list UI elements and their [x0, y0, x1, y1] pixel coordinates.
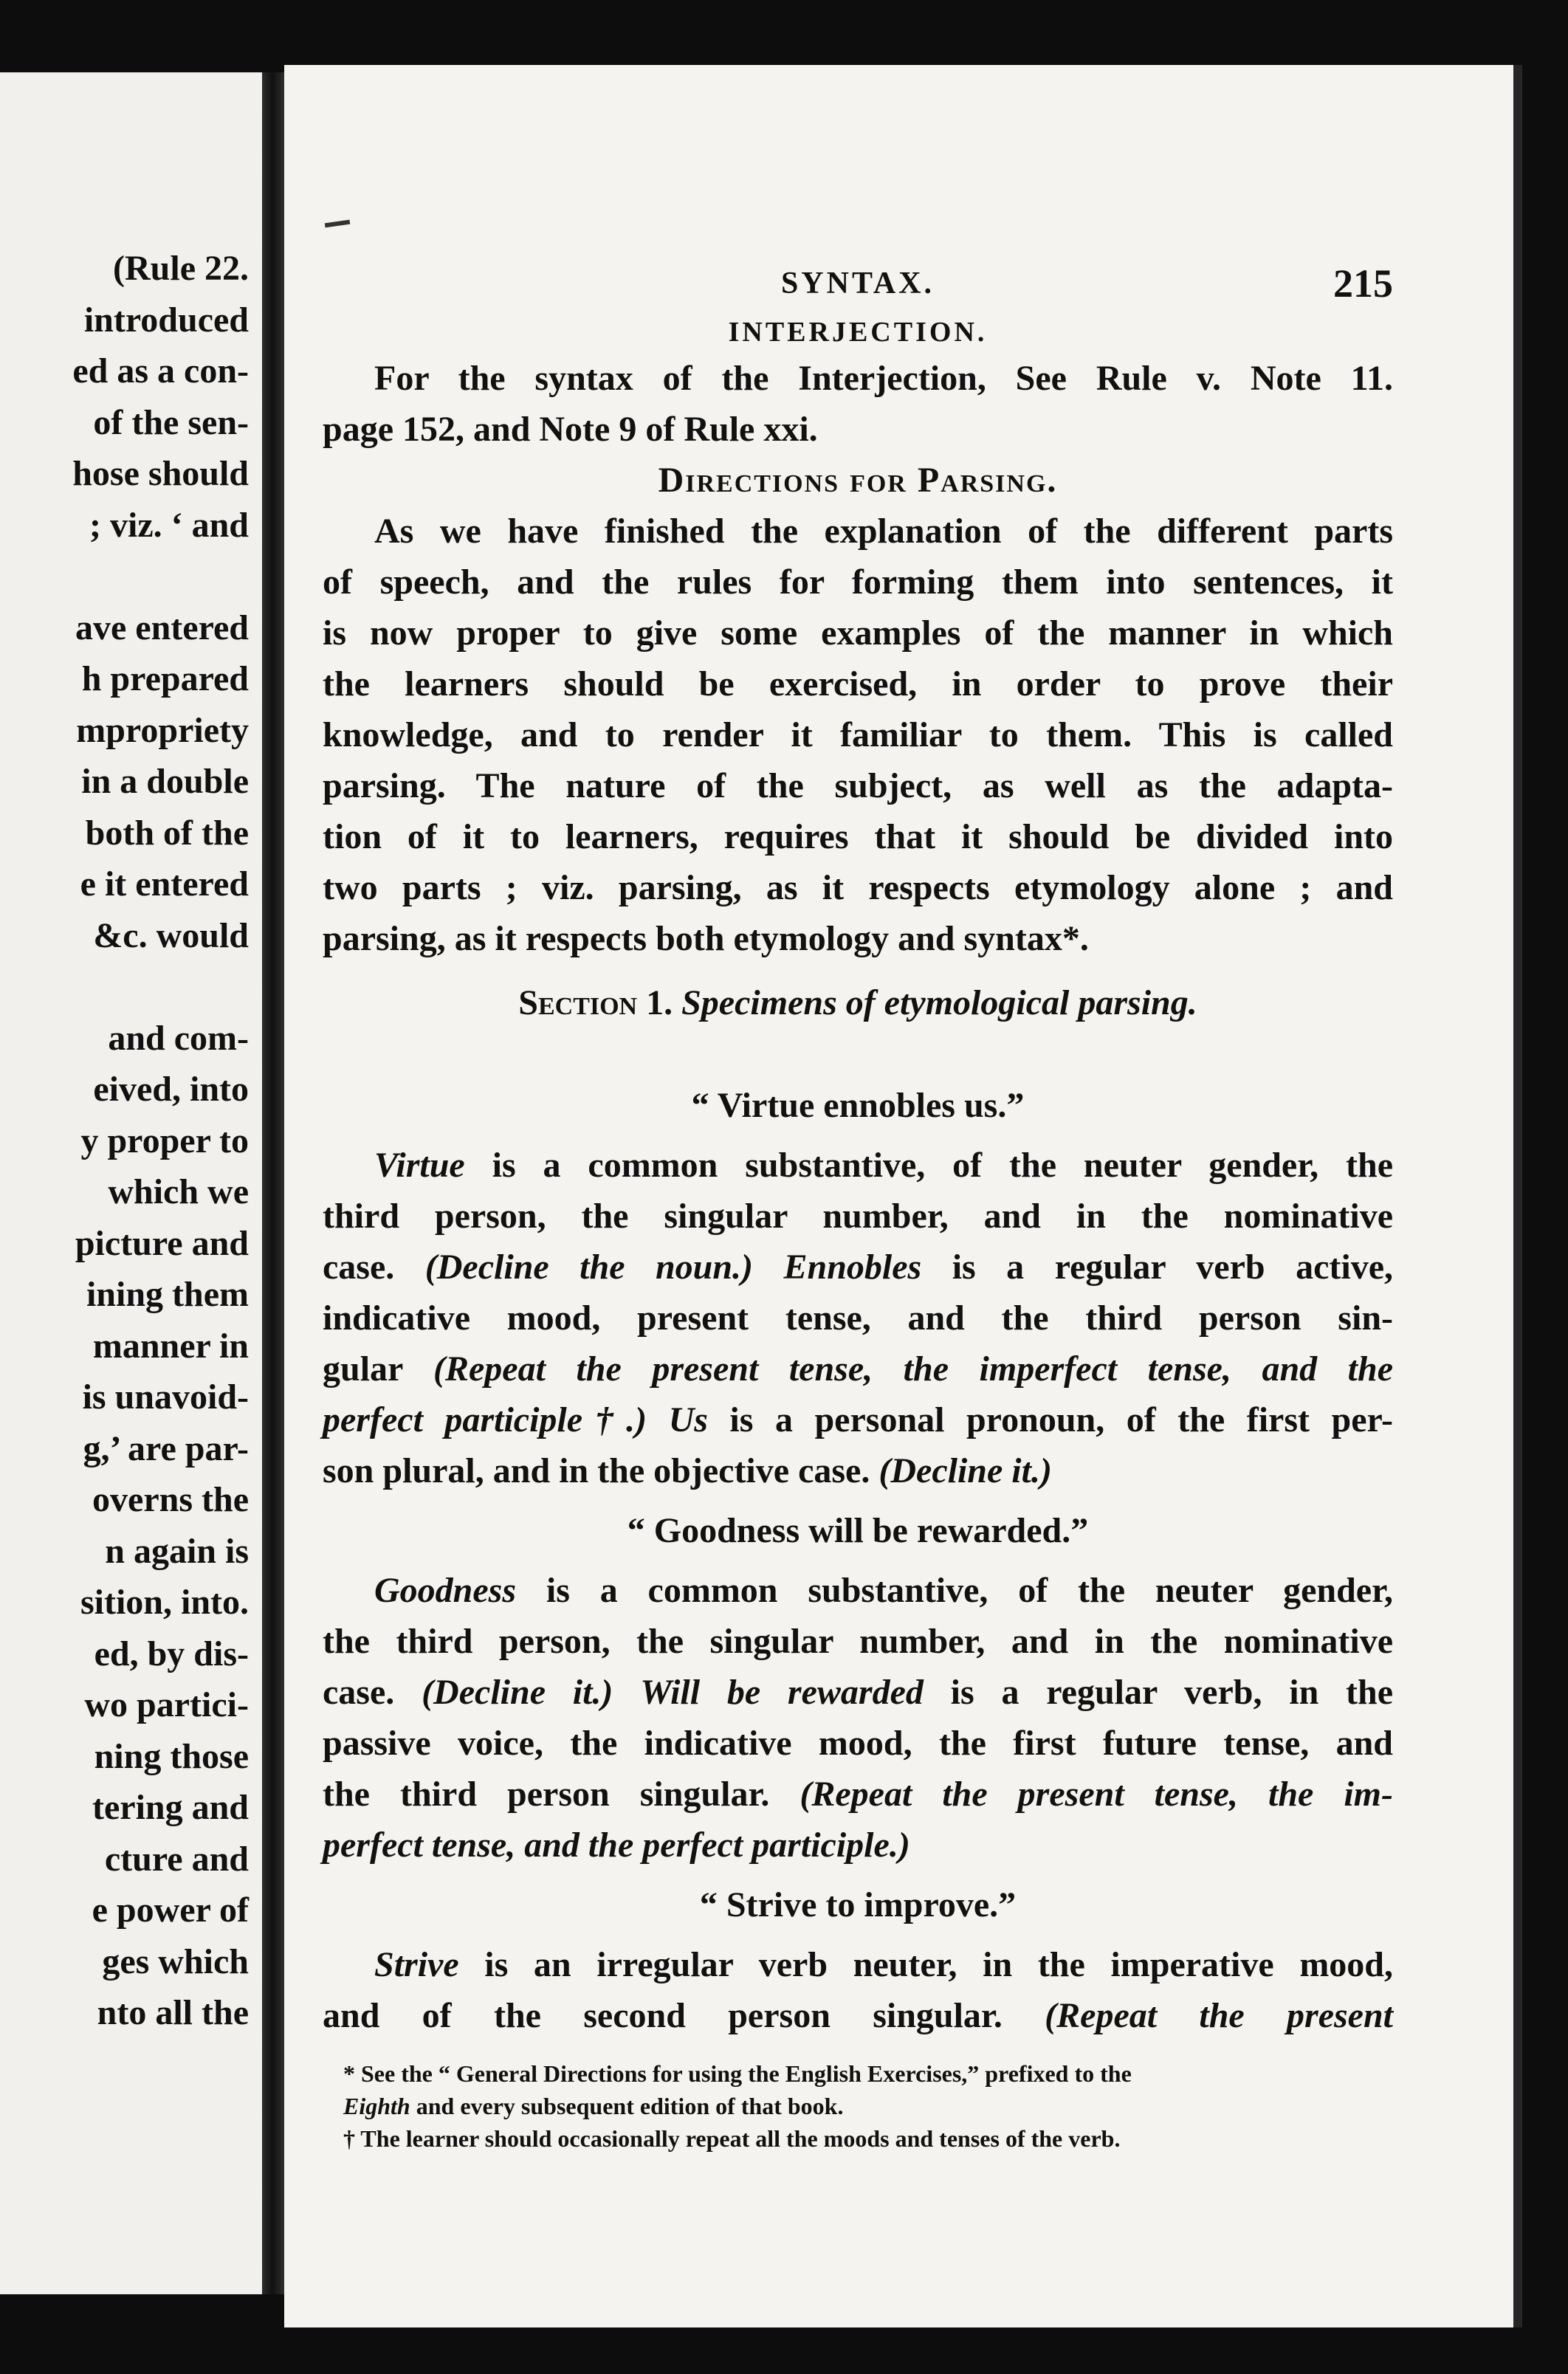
- left-page-line: picture and: [75, 1223, 249, 1263]
- example-1-quote: “ Virtue ennobles us.”: [691, 1086, 1025, 1125]
- left-page-line: (Rule 22.: [113, 249, 249, 288]
- italic-instruction: perfect tense, and the perfect participle.): [323, 1826, 910, 1865]
- left-page-line: manner in: [92, 1326, 249, 1366]
- example-1-line-4: indicative mood, present tense, and the third person sin-: [323, 1298, 1393, 1338]
- example-2-line-3: [323, 1667, 1393, 1718]
- italic-instruction: (Repeat the present tense, the im-: [800, 1775, 1393, 1814]
- left-page-line: in a double: [81, 762, 249, 801]
- text-span: is a common substantive, of the neuter gender,: [516, 1571, 1393, 1610]
- left-page-line: h prepared: [81, 659, 249, 698]
- left-page-line: n again is: [105, 1531, 249, 1571]
- text-span: [613, 1673, 640, 1712]
- example-1-line-7: [323, 1445, 1393, 1496]
- page-edge: [1513, 65, 1522, 2327]
- example-1-line-2: third person, the singular number, and in the nominative: [323, 1197, 1393, 1236]
- left-page-line: mpropriety: [76, 710, 249, 750]
- left-page-line: introduced: [83, 300, 249, 340]
- footnote-2: † The learner should occasionally repeat all the moods and tenses of the verb.: [343, 2125, 1121, 2152]
- book-gutter: [262, 72, 286, 2294]
- left-page-line: ed as a con-: [72, 351, 249, 390]
- left-page-line: which we: [108, 1172, 249, 1211]
- text-span: is a regular verb active,: [921, 1248, 1394, 1287]
- left-page-line: ave entered: [75, 608, 249, 647]
- parsed-term: Virtue: [374, 1146, 465, 1185]
- interjection-heading: INTERJECTION.: [728, 317, 988, 348]
- left-page-line: &c. would: [93, 915, 249, 955]
- left-page-line: sition, into.: [80, 1583, 249, 1622]
- parsed-term: Us: [668, 1400, 708, 1439]
- left-page-line: nto all the: [97, 1993, 249, 2032]
- running-title: SYNTAX.: [780, 266, 935, 300]
- text-span: and of the second person singular.: [323, 1996, 1045, 2035]
- section-title: Specimens of etymological parsing.: [681, 983, 1197, 1022]
- footnote-1-cont: [343, 2090, 1393, 2122]
- left-page-line: hose should: [72, 454, 249, 493]
- left-page-line: ining them: [86, 1275, 249, 1314]
- parsed-term: Goodness: [374, 1571, 517, 1610]
- text-span: [647, 1400, 669, 1439]
- left-page-line: overns the: [92, 1480, 249, 1519]
- directions-line: As we have finished the explanation of the different parts: [374, 512, 1393, 551]
- section-label: Section 1.: [518, 983, 673, 1022]
- text-span: gular: [323, 1349, 433, 1389]
- italic-instruction: (Repeat the present: [1045, 1996, 1394, 2035]
- directions-line: parsing. The nature of the subject, as well as the adapta-: [323, 766, 1393, 805]
- footnotes: [323, 2057, 1393, 2155]
- left-page-line: ning those: [94, 1736, 249, 1776]
- example-2-line-4: passive voice, the indicative mood, the first future tense, and: [323, 1724, 1393, 1763]
- directions-heading: Directions for Parsing.: [658, 461, 1058, 500]
- left-page-line: eived, into: [93, 1070, 249, 1109]
- directions-line: is now proper to give some examples of the manner in which: [323, 613, 1393, 653]
- left-page-line: ed, by dis-: [94, 1634, 249, 1673]
- left-page-line: of the sen-: [93, 402, 249, 442]
- directions-line: knowledge, and to render it familiar to them. This is called: [323, 715, 1393, 754]
- left-page-line: y proper to: [80, 1121, 249, 1160]
- left-page-line: tering and: [92, 1788, 249, 1827]
- text-span: case.: [323, 1673, 422, 1712]
- example-1-line-5: [323, 1343, 1393, 1394]
- left-page-line: is unavoid-: [82, 1377, 249, 1417]
- page-number: 215: [1333, 261, 1393, 306]
- left-page-line: g,’ are par-: [83, 1428, 249, 1468]
- italic-instruction: perfect participle†.): [323, 1400, 647, 1439]
- interjection-line-2: page 152, and Note 9 of Rule xxi.: [323, 410, 818, 449]
- left-page-line: e power of: [92, 1890, 249, 1930]
- left-page-line: cture and: [104, 1839, 249, 1879]
- text-span: the third person singular.: [323, 1775, 800, 1814]
- example-3-line-1: [323, 1939, 1393, 1990]
- example-2-quote: “ Goodness will be rewarded.”: [627, 1511, 1089, 1550]
- directions-line: two parts ; viz. parsing, as it respects etymology alone ; and: [323, 868, 1393, 907]
- footnote-1: [343, 2057, 1393, 2090]
- example-2-line-6: [323, 1820, 1393, 1871]
- italic-instruction: (Decline the noun.): [424, 1248, 754, 1287]
- page-content: [323, 258, 1393, 2155]
- text-span: is a personal pronoun, of the first per-: [707, 1400, 1394, 1439]
- italic-term: Eighth: [343, 2093, 410, 2119]
- text-span: son plural, and in the objective case.: [323, 1451, 879, 1490]
- left-page-line: e it entered: [80, 864, 249, 904]
- left-page-line: ges which: [102, 1941, 249, 1981]
- parsed-term: Ennobles: [783, 1248, 922, 1287]
- section-heading: [323, 977, 1393, 1028]
- right-page: [284, 65, 1517, 2327]
- example-2-line-1: [323, 1565, 1393, 1616]
- directions-line: parsing, as it respects both etymology and syntax*.: [323, 919, 1089, 958]
- italic-instruction: (Decline it.): [878, 1451, 1052, 1490]
- example-3-quote: “ Strive to improve.”: [699, 1885, 1017, 1924]
- text-span: is an irregular verb neuter, in the imperative mood,: [458, 1945, 1393, 1984]
- directions-line: the learners should be exercised, in order to prove their: [323, 664, 1393, 703]
- left-page-line: ; viz. ‘ and: [89, 505, 249, 545]
- directions-line: tion of it to learners, requires that it should be divided into: [323, 817, 1393, 856]
- text-span: is a regular verb, in the: [923, 1673, 1394, 1712]
- example-1-line-3: [323, 1242, 1393, 1293]
- parsed-term: Strive: [374, 1945, 459, 1984]
- text-span: case.: [323, 1248, 425, 1287]
- example-2-line-5: [323, 1769, 1393, 1820]
- directions-paragraph: [323, 506, 1393, 964]
- example-3-line-2: [323, 1990, 1393, 2041]
- example-1-line-1: [323, 1140, 1393, 1191]
- running-head: [323, 258, 1393, 312]
- left-page-line: wo partici-: [84, 1685, 249, 1724]
- example-2-line-2: the third person, the singular number, and in the nominative: [323, 1622, 1393, 1661]
- left-page-fragment: [0, 72, 269, 2294]
- directions-line: of speech, and the rules for forming them into sentences, it: [323, 562, 1393, 602]
- left-page-line: and com-: [108, 1018, 249, 1058]
- text-span: and every subsequent edition of that book.: [410, 2093, 844, 2119]
- text-span: is a common substantive, of the neuter gender, the: [464, 1146, 1393, 1185]
- text-span: * See the “ General Directions for using the English Exercises,” prefixed to the: [343, 2060, 1132, 2087]
- italic-instruction: (Repeat the present tense, the imperfect tense, and the: [433, 1349, 1394, 1389]
- left-page-line: both of the: [85, 813, 249, 853]
- italic-instruction: (Decline it.): [422, 1673, 613, 1712]
- example-1-line-6: [323, 1394, 1393, 1445]
- text-span: [753, 1248, 783, 1287]
- parsed-term: Will be rewarded: [640, 1673, 924, 1712]
- interjection-line-1: For the syntax of the Interjection, See Rule v. Note 11.: [374, 359, 1393, 398]
